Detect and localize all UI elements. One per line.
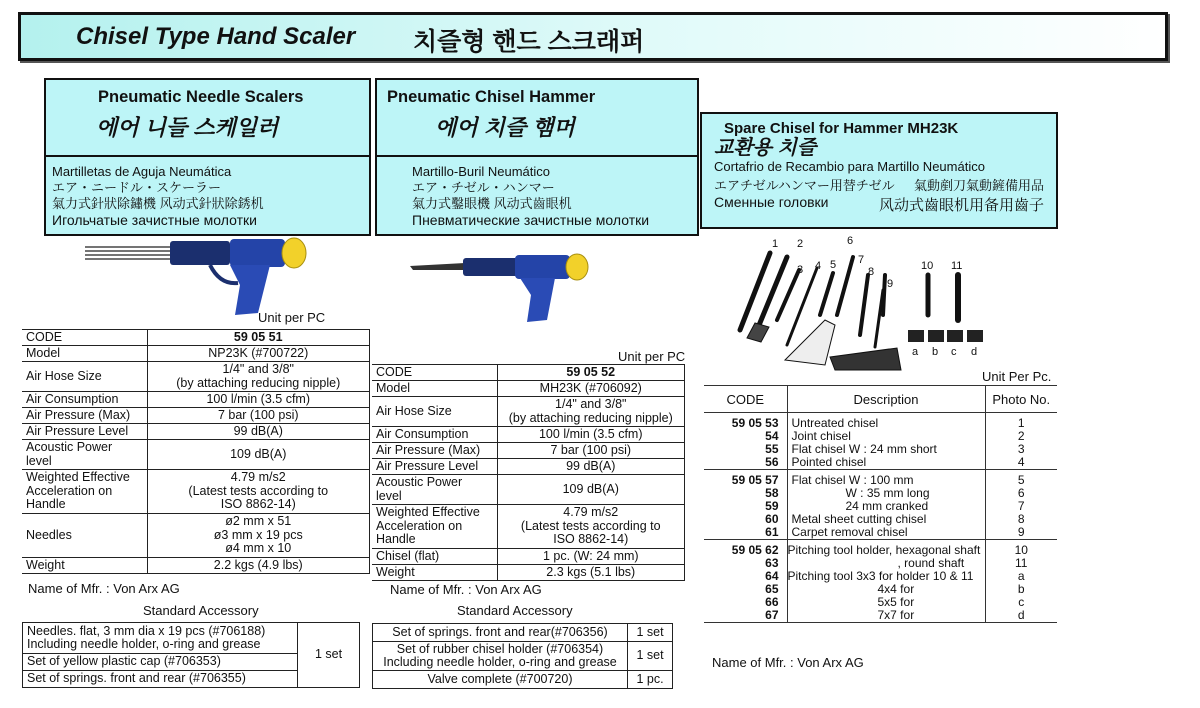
chisel-code: 60	[704, 513, 787, 526]
spec-label: CODE	[22, 330, 147, 346]
spare-chisel-table	[704, 385, 1057, 623]
accessory-item: Set of springs. front and rear(#706356)	[373, 624, 628, 642]
spec-label: Acoustic Power level	[22, 440, 147, 470]
spec-label: Model	[372, 381, 497, 397]
spare-chisel-title: Spare Chisel for Hammer MH23K	[724, 120, 959, 137]
spec-value: 2.2 kgs (4.9 lbs)	[147, 558, 370, 574]
chisel-description: , round shaft	[787, 557, 985, 570]
accessory-row	[373, 642, 673, 671]
spec-label: Air Hose Size	[372, 397, 497, 427]
chisel-row	[704, 443, 1057, 456]
chisel-row	[704, 526, 1057, 540]
spec-label: Air Hose Size	[22, 362, 147, 392]
spec-row	[22, 362, 370, 392]
spec-label: Air Pressure (Max)	[372, 443, 497, 459]
accessory-item: Valve complete (#700720)	[373, 671, 628, 689]
chisel-row	[704, 470, 1057, 488]
photo-label: 10	[921, 260, 934, 272]
needle-scaler-accessory-table	[22, 622, 360, 688]
spec-label: Air Consumption	[22, 392, 147, 408]
page-title-korean: 치즐형 핸드 스크래퍼	[413, 28, 645, 56]
spec-value: NP23K (#700722)	[147, 346, 370, 362]
accessory-qty: 1 set	[298, 623, 360, 688]
spec-row	[372, 397, 685, 427]
spec-value: MH23K (#706092)	[497, 381, 685, 397]
name-es: Martillo-Buril Neumático	[412, 164, 550, 179]
manufacturer: Name of Mfr. : Von Arx AG	[712, 655, 864, 670]
spec-label: Model	[22, 346, 147, 362]
name-zh: 氣力式針狀除鏽機 风动式針狀除銹机	[52, 196, 264, 211]
column-header: CODE	[704, 386, 787, 413]
chisel-row	[704, 540, 1057, 558]
spec-row	[372, 443, 685, 459]
photo-label: 1	[772, 238, 779, 250]
chisel-hammer-accessory-table	[372, 623, 673, 689]
spec-value: 7 bar (100 psi)	[147, 408, 370, 424]
chisel-description: Joint chisel	[787, 430, 985, 443]
spec-value: 100 l/min (3.5 cfm)	[497, 427, 685, 443]
photo-number: 8	[1017, 512, 1025, 526]
photo-number: a	[1017, 569, 1025, 583]
accessory-qty: 1 pc.	[628, 671, 673, 689]
spec-row	[372, 565, 685, 581]
chisel-row	[704, 456, 1057, 470]
chisel-code: 66	[704, 596, 787, 609]
column-header: Description	[787, 386, 985, 413]
chisel-description: Pitching tool holder, hexagonal shaft	[787, 540, 985, 558]
name-es: Cortafrio de Recambio para Martillo Neumático	[714, 159, 985, 174]
spec-label: Air Pressure Level	[22, 424, 147, 440]
photo-label: 11	[951, 260, 963, 272]
spec-value: 59 05 51	[147, 330, 370, 346]
photo-label: 8	[868, 266, 875, 278]
name-es: Martilletas de Aguja Neumática	[52, 164, 232, 179]
name-zh: 风动式齒眼机用备用齒子	[878, 197, 1044, 214]
spec-value: ø2 mm x 51 ø3 mm x 19 pcs ø4 mm x 10	[147, 514, 370, 558]
photo-number: 6	[1017, 486, 1025, 500]
accessory-item: Needles. flat, 3 mm dia x 19 pcs (#706188) Including needle holder, o-ring and grease	[23, 623, 298, 654]
chisel-code: 58	[704, 487, 787, 500]
accessory-item: Set of yellow plastic cap (#706353)	[23, 654, 298, 671]
chisel-description: 7x7 for	[787, 609, 985, 623]
spec-value: 1 pc. (W: 24 mm)	[497, 549, 685, 565]
spec-value: 100 l/min (3.5 cfm)	[147, 392, 370, 408]
spec-row	[372, 475, 685, 505]
accessory-qty: 1 set	[628, 642, 673, 671]
spec-row	[372, 365, 685, 381]
chisel-description: Flat chisel W : 24 mm short	[787, 443, 985, 456]
header-row	[704, 386, 1057, 413]
name-ru: Сменные головки	[714, 194, 829, 210]
chisel-code: 63	[704, 557, 787, 570]
spec-row	[22, 408, 370, 424]
spec-label: Weighted Effective Acceleration on Handle	[22, 470, 147, 514]
photo-label: a	[912, 346, 919, 358]
spec-value: 4.79 m/s2 (Latest tests according to ISO 8862-14)	[497, 505, 685, 549]
spec-row	[372, 505, 685, 549]
spec-value: 99 dB(A)	[147, 424, 370, 440]
photo-number: 7	[1017, 499, 1025, 513]
photo-number: 3	[1017, 442, 1025, 456]
photo-label: 5	[830, 259, 837, 271]
photo-number: 10	[985, 540, 1057, 558]
title-bar	[18, 12, 1168, 61]
manufacturer: Name of Mfr. : Von Arx AG	[390, 582, 542, 597]
chisel-code: 55	[704, 443, 787, 456]
chisel-code: 59	[704, 500, 787, 513]
name-ja: エアチゼルハンマー用替チゼル	[714, 178, 895, 193]
spec-row	[22, 440, 370, 470]
accessory-qty: 1 set	[628, 624, 673, 642]
spec-value: 1/4" and 3/8" (by attaching reducing nipple)	[497, 397, 685, 427]
chisel-row	[704, 609, 1057, 623]
photo-number: 11	[1015, 556, 1028, 570]
name-zh-trad: 氣動剷刀氣動鏟備用品	[913, 178, 1044, 193]
accessory-item: Set of springs. front and rear (#706355)	[23, 671, 298, 688]
spec-value: 109 dB(A)	[147, 440, 370, 470]
chisel-code: 65	[704, 583, 787, 596]
chisel-hammer-title-ko: 에어 치즐 햄머	[435, 115, 575, 140]
photo-number: 5	[985, 470, 1057, 488]
spare-chisel-title-ko: 교환용 치즐	[714, 137, 817, 159]
spare-chisel-header	[700, 112, 1058, 229]
spec-value: 109 dB(A)	[497, 475, 685, 505]
photo-label: 6	[847, 235, 854, 247]
photo-number: 2	[1017, 429, 1025, 443]
spec-row	[22, 392, 370, 408]
accessory-title: Standard Accessory	[457, 603, 573, 618]
spec-label: Chisel (flat)	[372, 549, 497, 565]
needle-scaler-spec-table	[22, 329, 370, 574]
spec-value: 4.79 m/s2 (Latest tests according to ISO 8862-14)	[147, 470, 370, 514]
chisel-description: W : 35 mm long	[787, 487, 985, 500]
spec-row	[22, 558, 370, 574]
spec-row	[372, 459, 685, 475]
chisel-code: 64	[704, 570, 787, 583]
spec-row	[22, 514, 370, 558]
unit-label: Unit per PC	[258, 310, 326, 325]
chisel-code: 59 05 62	[704, 540, 787, 558]
chisel-description: 5x5 for	[787, 596, 985, 609]
page-title: Chisel Type Hand Scaler	[76, 23, 356, 50]
spec-label: Weight	[372, 565, 497, 581]
photo-number: d	[1017, 608, 1025, 622]
photo-number: 1	[1017, 416, 1025, 430]
chisel-code: 54	[704, 430, 787, 443]
unit-label: Unit per PC	[618, 349, 686, 364]
accessory-title: Standard Accessory	[143, 603, 259, 618]
spec-label: Weight	[22, 558, 147, 574]
name-ja: エア・ニードル・スケーラー	[52, 180, 222, 195]
chisel-description: Carpet removal chisel	[787, 526, 985, 540]
spec-value: 99 dB(A)	[497, 459, 685, 475]
unit-label: Unit Per Pc.	[982, 369, 1052, 384]
chisel-hammer-spec-table	[372, 364, 685, 581]
photo-label: d	[971, 346, 978, 358]
chisel-code: 61	[704, 526, 787, 540]
manufacturer: Name of Mfr. : Von Arx AG	[28, 581, 180, 596]
photo-label: 2	[797, 238, 804, 250]
photo-number: 9	[1017, 525, 1025, 539]
photo-label: 3	[797, 264, 804, 276]
chisel-code: 59 05 53	[704, 413, 787, 431]
photo-number: c	[1018, 595, 1025, 609]
spec-row	[22, 330, 370, 346]
chisel-description: Pitching tool 3x3 for holder 10 & 11	[787, 570, 985, 583]
photo-label: 4	[815, 260, 822, 272]
chisel-description: Pointed chisel	[787, 456, 985, 470]
spec-value: 59 05 52	[497, 365, 685, 381]
spec-label: Air Pressure (Max)	[22, 408, 147, 424]
spec-row	[22, 424, 370, 440]
chisel-hammer-header	[375, 78, 699, 236]
chisel-description: Flat chisel W : 100 mm	[787, 470, 985, 488]
photo-label: b	[932, 346, 939, 358]
photo-label: 7	[858, 254, 865, 266]
spec-label: Air Consumption	[372, 427, 497, 443]
photo-number: 4	[1017, 455, 1025, 469]
name-ru: Пневматические зачистные молотки	[412, 212, 650, 228]
photo-label: c	[951, 346, 957, 358]
name-zh: 氣力式鑿眼機 风动式齒眼机	[412, 196, 572, 211]
spec-label: Air Pressure Level	[372, 459, 497, 475]
chisel-row	[704, 413, 1057, 431]
spec-row	[372, 549, 685, 565]
accessory-item: Set of rubber chisel holder (#706354) Including needle holder, o-ring and grease	[373, 642, 628, 671]
spec-value: 1/4" and 3/8" (by attaching reducing nipple)	[147, 362, 370, 392]
name-ja: エア・チゼル・ハンマー	[412, 180, 555, 195]
column-header: Photo No.	[985, 386, 1057, 413]
chisel-code: 67	[704, 609, 787, 623]
spec-value: 2.3 kgs (5.1 lbs)	[497, 565, 685, 581]
spec-label: Weighted Effective Acceleration on Handle	[372, 505, 497, 549]
spec-row	[22, 470, 370, 514]
accessory-row	[373, 624, 673, 642]
spec-value: 7 bar (100 psi)	[497, 443, 685, 459]
chisel-description: Untreated chisel	[787, 413, 985, 431]
needle-scaler-header	[44, 78, 371, 236]
chisel-code: 56	[704, 456, 787, 470]
chisel-hammer-image	[405, 250, 605, 330]
spec-row	[372, 381, 685, 397]
spec-label: Acoustic Power level	[372, 475, 497, 505]
name-ru: Игольчатые зачистные молотки	[52, 212, 257, 228]
accessory-row	[373, 671, 673, 689]
spec-row	[22, 346, 370, 362]
spec-label: Needles	[22, 514, 147, 558]
needle-scaler-title-ko: 에어 니들 스케일러	[96, 115, 279, 140]
spec-row	[372, 427, 685, 443]
chisel-code: 59 05 57	[704, 470, 787, 488]
chisel-description: 4x4 for	[787, 583, 985, 596]
spare-chisels-image	[725, 235, 1025, 375]
needle-scaler-title: Pneumatic Needle Scalers	[98, 88, 304, 106]
chisel-hammer-title: Pneumatic Chisel Hammer	[387, 88, 596, 106]
chisel-description: Metal sheet cutting chisel	[787, 513, 985, 526]
photo-number: b	[1017, 582, 1025, 596]
photo-label: 9	[887, 278, 894, 290]
accessory-row	[23, 623, 360, 654]
chisel-description: 24 mm cranked	[787, 500, 985, 513]
spec-label: CODE	[372, 365, 497, 381]
